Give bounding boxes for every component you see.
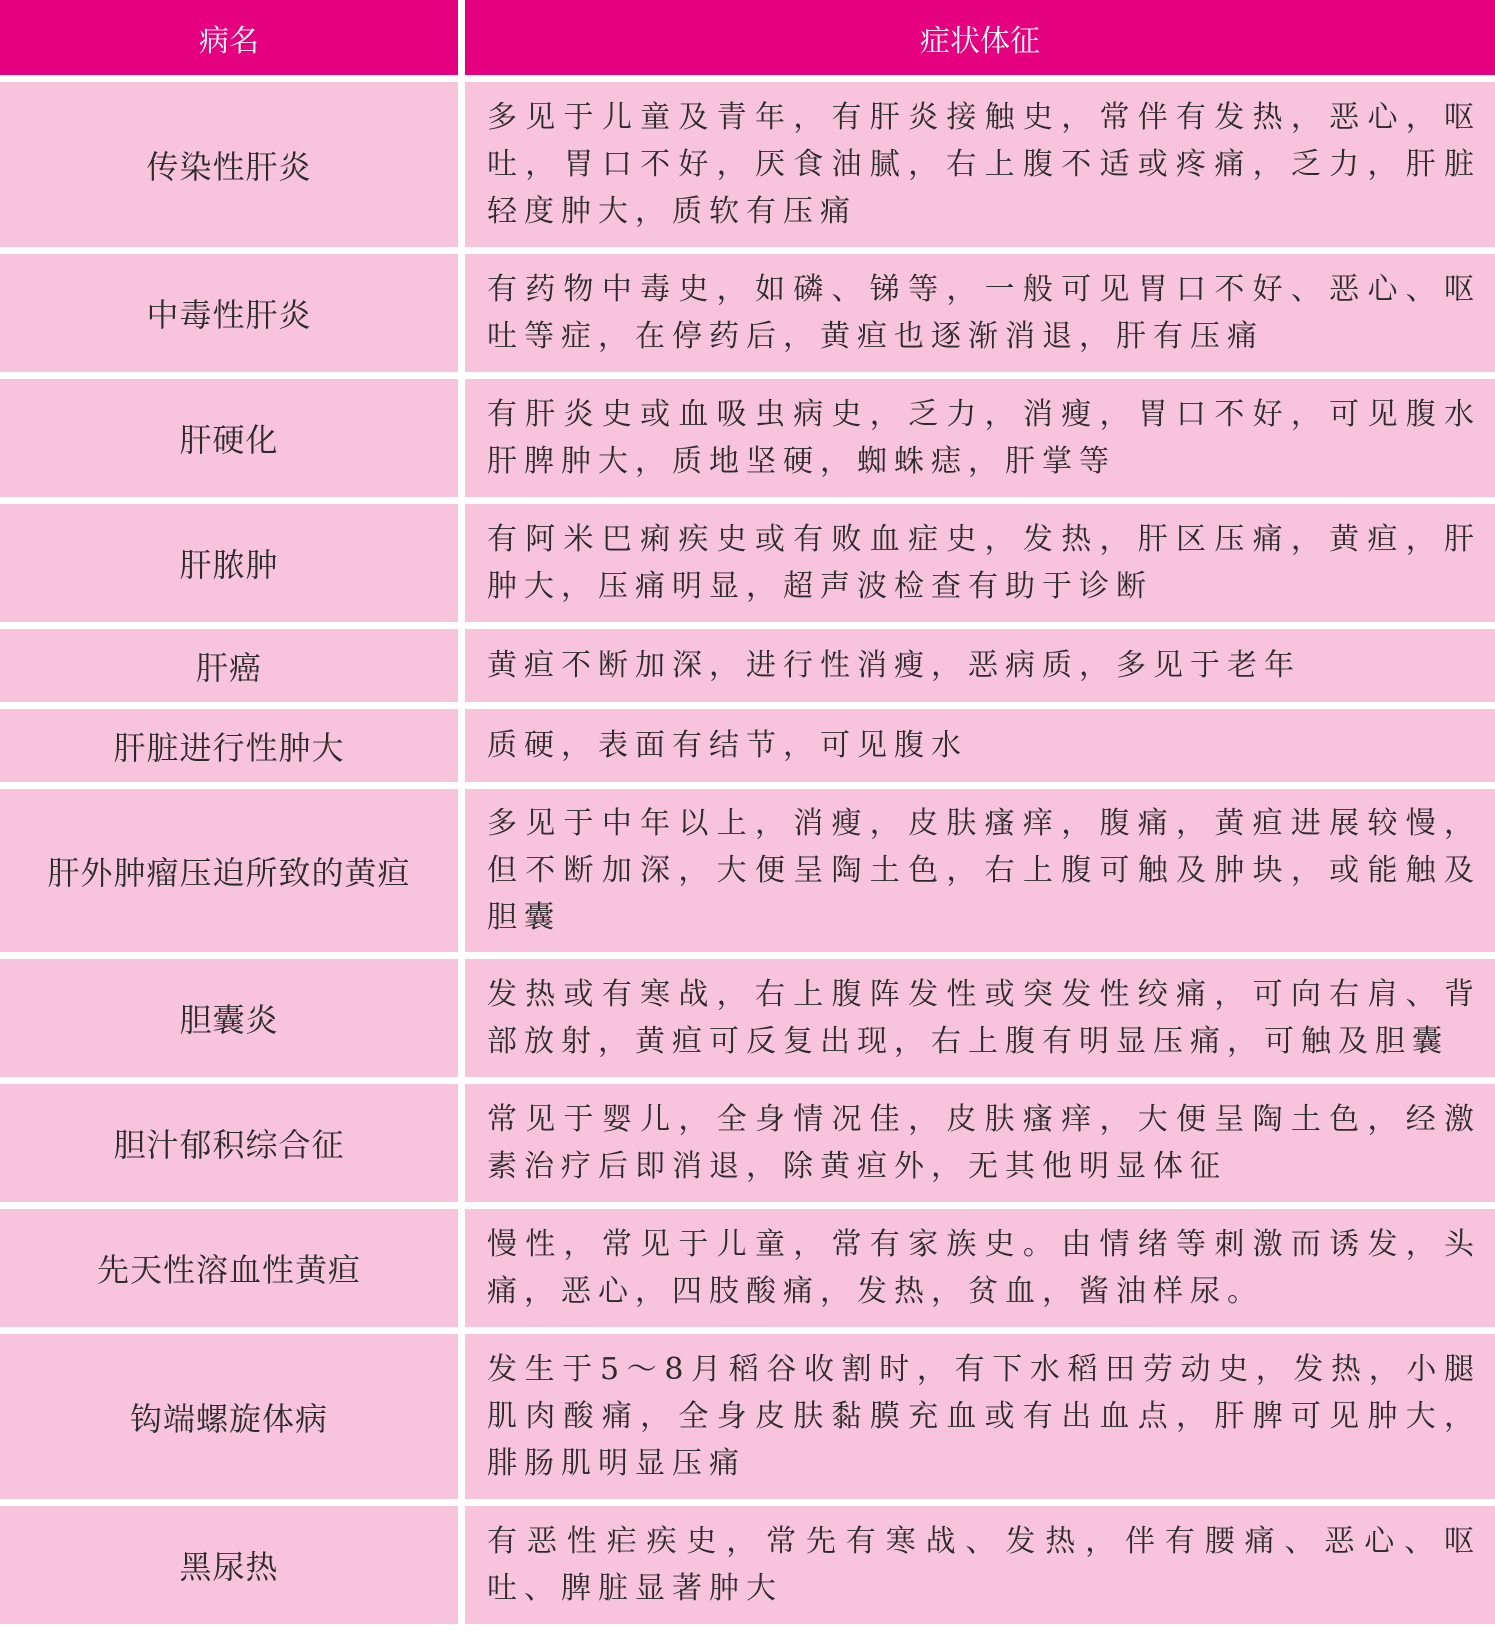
table-row [0, 1334, 1495, 1499]
disease-name-cell: 先天性溶血性黄疸 [0, 1209, 458, 1327]
disease-name-cell: 胆囊炎 [0, 959, 458, 1077]
table-row [0, 254, 1495, 372]
header-disease-name: 病名 [0, 0, 458, 75]
header-row [0, 0, 1495, 75]
table-row [0, 1506, 1495, 1624]
disease-name-cell: 肝脓肿 [0, 504, 458, 622]
symptoms-cell: 质硬，表面有结节，可见腹水 [465, 709, 1495, 782]
disease-name-cell: 中毒性肝炎 [0, 254, 458, 372]
disease-name-cell: 黑尿热 [0, 1506, 458, 1624]
table-row [0, 709, 1495, 782]
table-row [0, 629, 1495, 702]
disease-name-cell: 肝癌 [0, 629, 458, 702]
symptoms-cell: 发热或有寒战，右上腹阵发性或突发性绞痛，可向右肩、背部放射，黄疸可反复出现，右上腹有明显压痛，可触及胆囊 [465, 959, 1495, 1077]
table-row [0, 82, 1495, 247]
symptoms-cell: 黄疸不断加深，进行性消瘦，恶病质，多见于老年 [465, 629, 1495, 702]
symptoms-cell: 有恶性疟疾史，常先有寒战、发热，伴有腰痛、恶心、呕吐、脾脏显著肿大 [465, 1506, 1495, 1624]
symptoms-cell: 多见于中年以上，消瘦，皮肤瘙痒，腹痛，黄疸进展较慢，但不断加深，大便呈陶土色，右上腹可触及肿块，或能触及胆囊 [465, 789, 1495, 952]
table-row [0, 379, 1495, 497]
symptoms-cell: 慢性，常见于儿童，常有家族史。由情绪等刺激而诱发，头痛，恶心，四肢酸痛，发热，贫血，酱油样尿。 [465, 1209, 1495, 1327]
disease-name-cell: 传染性肝炎 [0, 82, 458, 247]
table-row [0, 504, 1495, 622]
table-row [0, 789, 1495, 952]
table-header [0, 0, 1495, 75]
symptoms-cell: 有药物中毒史，如磷、锑等，一般可见胃口不好、恶心、呕吐等症，在停药后，黄疸也逐渐消退，肝有压痛 [465, 254, 1495, 372]
symptoms-cell: 多见于儿童及青年，有肝炎接触史，常伴有发热，恶心，呕吐，胃口不好，厌食油腻，右上腹不适或疼痛，乏力，肝脏轻度肿大，质软有压痛 [465, 82, 1495, 247]
table-row [0, 1084, 1495, 1202]
table-row [0, 1209, 1495, 1327]
disease-name-cell: 钩端螺旋体病 [0, 1334, 458, 1499]
disease-name-cell: 肝硬化 [0, 379, 458, 497]
table-row [0, 959, 1495, 1077]
header-symptoms: 症状体征 [465, 0, 1495, 75]
symptoms-cell: 发生于5～8月稻谷收割时，有下水稻田劳动史，发热，小腿肌肉酸痛，全身皮肤黏膜充血或有出血点，肝脾可见肿大，腓肠肌明显压痛 [465, 1334, 1495, 1499]
symptoms-cell: 常见于婴儿，全身情况佳，皮肤瘙痒，大便呈陶土色，经激素治疗后即消退，除黄疸外，无其他明显体征 [465, 1084, 1495, 1202]
symptoms-cell: 有阿米巴痢疾史或有败血症史，发热，肝区压痛，黄疸，肝肿大，压痛明显，超声波检查有助于诊断 [465, 504, 1495, 622]
disease-name-cell: 胆汁郁积综合征 [0, 1084, 458, 1202]
symptoms-cell: 有肝炎史或血吸虫病史，乏力，消瘦，胃口不好，可见腹水肝脾肿大，质地坚硬，蜘蛛痣，肝掌等 [465, 379, 1495, 497]
table-body [0, 82, 1495, 1624]
disease-name-cell: 肝脏进行性肿大 [0, 709, 458, 782]
disease-name-cell: 肝外肿瘤压迫所致的黄疸 [0, 789, 458, 952]
